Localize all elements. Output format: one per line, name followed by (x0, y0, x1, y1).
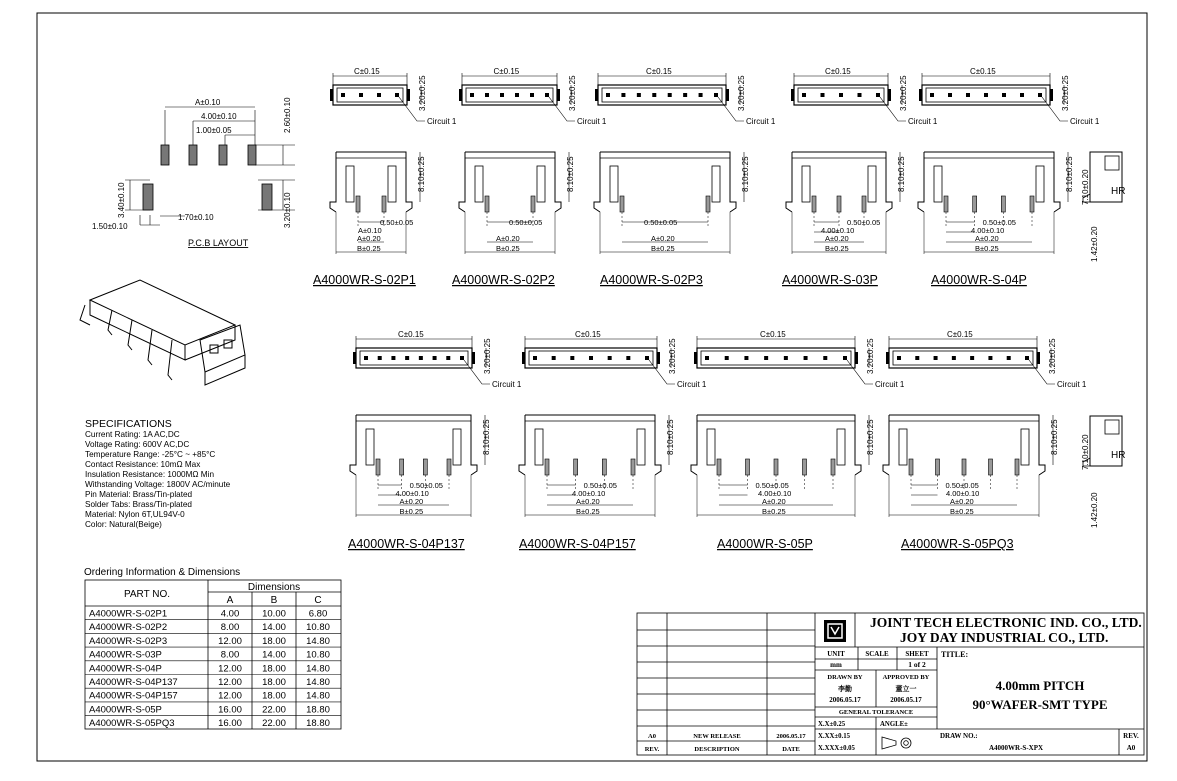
spec-line: Contact Resistance: 10mΩ Max (85, 460, 201, 469)
dimension-cell: 22.00 (262, 704, 286, 716)
b-dimension-label: B±0.25 (357, 244, 381, 253)
a-dimension-label: A±0.20 (399, 497, 424, 506)
spacing-dimension-label: 4.00±0.10 (971, 226, 1005, 235)
circuit-1-label: Circuit 1 (875, 380, 905, 389)
side-view (918, 152, 1074, 254)
model-label: A4000WR-S-04P157 (519, 537, 636, 551)
dimension-cell: 12.00 (218, 690, 242, 702)
dimension-cell: 12.00 (218, 635, 242, 647)
side-view (786, 152, 906, 254)
height-dimension-label: 3.20±0.25 (483, 338, 492, 374)
height-dimension-label: 3.20±0.25 (1048, 338, 1057, 374)
side-view (691, 415, 875, 517)
hr-bottom-1: 1.42±0.20 (1090, 226, 1099, 262)
tolerance-1: X.X±0.25 (818, 721, 846, 728)
spec-line: Solder Tabs: Brass/Tin-plated (85, 500, 192, 509)
spec-line: Insulation Resistance: 1000MΩ Min (85, 470, 214, 479)
drawn-by-name: 李勤 (838, 685, 852, 693)
rev-row-desc: NEW RELEASE (693, 733, 741, 740)
c-dimension-label: C±0.15 (760, 330, 786, 339)
dimension-cell: 18.00 (262, 690, 286, 702)
dimension-cell: 6.80 (308, 608, 328, 620)
a-dimension-label: A±0.20 (357, 234, 381, 243)
draw-no: A4000WR-S-XPX (988, 744, 1044, 752)
dimension-cell: 14.00 (262, 622, 286, 634)
part-no-cell: A4000WR-S-05PQ3 (89, 718, 175, 730)
approved-date: 2006.05.17 (890, 696, 922, 704)
a-dimension-label: A±0.20 (651, 234, 675, 243)
side-view (519, 415, 675, 517)
height-dimension-label: 3.20±0.25 (1061, 75, 1070, 111)
col-a: A (226, 595, 234, 606)
side-view (350, 415, 491, 517)
top-view (919, 67, 1100, 126)
drawn-by-label: DRAWN BY (827, 674, 863, 681)
pcb-dim-pad: 1.00±0.05 (196, 126, 232, 135)
col-c: C (314, 595, 322, 606)
a-dimension-label: A±0.20 (975, 234, 999, 243)
c-dimension-label: C±0.15 (354, 67, 380, 76)
pcb-dim-170: 1.70±0.10 (178, 213, 214, 222)
circuit-1-label: Circuit 1 (1070, 117, 1100, 126)
c-dimension-label: C±0.15 (398, 330, 424, 339)
dimension-cell: 18.00 (262, 677, 286, 688)
top-view (886, 330, 1087, 389)
height-dimension-label: 3.20±0.25 (418, 75, 427, 111)
part-no-cell: A4000WR-S-02P2 (89, 622, 168, 634)
dimension-cell: 14.80 (306, 677, 330, 688)
height-dimension-label: 8.10±0.25 (666, 419, 675, 455)
rev-label: REV. (1123, 732, 1139, 740)
company-logo (824, 620, 846, 642)
circuit-1-label: Circuit 1 (746, 117, 776, 126)
row2-top-views (353, 330, 1087, 389)
model-label: A4000WR-S-02P1 (313, 273, 416, 287)
c-dimension-label: C±0.15 (646, 67, 672, 76)
col-dimensions: Dimensions (247, 582, 301, 593)
table-row (89, 691, 330, 702)
table-row (89, 636, 330, 647)
part-no-cell: A4000WR-S-03P (89, 649, 162, 661)
dimension-cell: 8.00 (220, 649, 240, 661)
pcb-dim-a: A±0.10 (195, 98, 221, 107)
rev-header-desc: DESCRIPTION (694, 746, 740, 753)
approved-by-name: 董立一 (895, 685, 917, 693)
spec-title: SPECIFICATIONS (85, 418, 172, 430)
rev-row-rev: A0 (648, 733, 656, 740)
model-label: A4000WR-S-05PQ3 (901, 537, 1014, 551)
scale-label: SCALE (865, 650, 889, 658)
row2-side-views (350, 415, 1059, 517)
dimension-cell: 16.00 (218, 704, 242, 716)
unit-value: mm (830, 661, 842, 669)
spec-line: Voltage Rating: 600V AC,DC (85, 440, 190, 449)
height-dimension-label: 3.20±0.25 (866, 338, 875, 374)
pitch-dimension-label: 0.50±0.05 (380, 218, 414, 227)
approved-by-label: APPROVED BY (882, 674, 930, 681)
table-row (89, 650, 330, 661)
height-dimension-label: 8.10±0.25 (1065, 156, 1074, 192)
row1-side-views (330, 152, 1074, 254)
tolerance-label: GENERAL TOLERANCE (838, 709, 914, 716)
title-label: TITLE: (941, 650, 969, 659)
dimension-cell: 16.00 (218, 718, 242, 730)
top-view (694, 330, 905, 389)
row1-top-views (330, 67, 1100, 126)
angle-label: ANGLE± (880, 721, 908, 728)
circuit-1-label: Circuit 1 (677, 380, 707, 389)
unit-label: UNIT (827, 650, 845, 658)
a-dimension-label: A±0.20 (496, 234, 520, 243)
circuit-1-label: Circuit 1 (492, 380, 522, 389)
drawn-date: 2006.05.17 (829, 696, 861, 704)
spec-line: Pin Material: Brass/Tin-plated (85, 490, 193, 499)
dimension-cell: 22.00 (262, 718, 286, 730)
height-dimension-label: 8.10±0.25 (1050, 419, 1059, 455)
b-dimension-label: B±0.25 (762, 507, 786, 516)
a-dimension-label: A±0.20 (576, 497, 600, 506)
c-dimension-label: C±0.15 (493, 67, 520, 76)
dimension-cell: 14.00 (262, 649, 286, 661)
drawing-title-1: 4.00mm PITCH (995, 678, 1085, 693)
dimension-cell: 18.80 (306, 718, 330, 730)
dimension-cell: 14.80 (306, 663, 330, 675)
a-dimension-label: A±0.20 (950, 497, 974, 506)
company-name-1: JOINT TECH ELECTRONIC IND. CO., LTD. (870, 615, 1142, 630)
side-view (594, 152, 750, 254)
rev-header-rev: REV. (644, 746, 660, 753)
height-dimension-label: 8.10±0.25 (741, 156, 750, 192)
table-row (89, 677, 330, 688)
dimension-cell: 14.80 (306, 635, 330, 647)
side-view (330, 152, 426, 254)
hr-height-1: 7.10±0.20 (1081, 169, 1090, 205)
circuit-1-label: Circuit 1 (908, 117, 938, 126)
c-dimension-label: C±0.15 (825, 67, 851, 76)
height-dimension-label: 3.20±0.25 (668, 338, 677, 374)
dimension-cell: 12.00 (218, 677, 242, 688)
drawing-title-2: 90°WAFER-SMT TYPE (972, 697, 1108, 712)
spec-line: Withstanding Voltage: 1800V AC/minute (85, 480, 231, 489)
height-dimension-label: 8.10±0.25 (566, 156, 575, 192)
top-view (522, 330, 707, 389)
b-dimension-label: B±0.25 (651, 244, 675, 253)
circuit-1-label: Circuit 1 (1057, 380, 1087, 389)
circuit-1-label: Circuit 1 (427, 117, 457, 126)
title-block (637, 613, 1144, 755)
height-dimension-label: 3.20±0.25 (737, 75, 746, 111)
draw-no-label: DRAW NO.: (940, 732, 978, 740)
tolerance-3: X.XXX±0.05 (818, 745, 855, 752)
pitch-dimension-label: 0.50±0.05 (945, 481, 979, 490)
hr-height-2: 7.10±0.20 (1081, 434, 1090, 470)
pcb-dim-260: 2.60±0.10 (283, 97, 292, 133)
sheet-label: SHEET (905, 650, 929, 658)
model-label: A4000WR-S-02P3 (600, 273, 703, 287)
pcb-dim-150: 1.50±0.10 (92, 222, 128, 231)
table-row (89, 622, 330, 633)
pcb-dim-340: 3.40±0.10 (117, 182, 126, 218)
hr-label-1: HR (1111, 186, 1126, 197)
pitch-dimension-label: 0.50±0.05 (509, 218, 543, 227)
height-dimension-label: 8.10±0.25 (897, 156, 906, 192)
side-view (883, 415, 1059, 517)
rev-header-date: DATE (782, 746, 800, 753)
dimension-cell: 4.00 (220, 608, 240, 620)
b-dimension-label: B±0.25 (825, 244, 849, 253)
table-row (89, 663, 330, 674)
part-no-cell: A4000WR-S-04P (89, 663, 162, 675)
dimension-cell: 10.00 (262, 608, 286, 620)
height-dimension-label: 3.20±0.25 (568, 75, 577, 111)
dimension-cell: 10.80 (306, 649, 330, 661)
model-label: A4000WR-S-02P2 (452, 273, 555, 287)
spacing-dimension-label: 4.00±0.10 (395, 489, 429, 498)
spacing-dimension-label: 4.00±0.10 (946, 489, 980, 498)
connector-isometric (80, 280, 245, 385)
table-row (89, 718, 330, 729)
col-b: B (270, 595, 278, 606)
b-dimension-label: B±0.25 (496, 244, 520, 253)
b-dimension-label: B±0.25 (950, 507, 974, 516)
height-dimension-label: 8.10±0.25 (482, 419, 491, 455)
a-dimension-label: A±0.20 (825, 234, 849, 243)
sheet-value: 1 of 2 (908, 660, 926, 669)
rev-value: A0 (1126, 744, 1136, 752)
pitch-dimension-label: 0.50±0.05 (982, 218, 1016, 227)
model-label: A4000WR-S-04P (931, 273, 1027, 287)
top-view (353, 330, 522, 389)
spacing-dimension-label: 4.00±0.10 (758, 489, 792, 498)
b-dimension-label: B±0.25 (576, 507, 600, 516)
part-no-cell: A4000WR-S-04P137 (89, 677, 178, 688)
circuit-1-label: Circuit 1 (577, 117, 607, 126)
top-view (459, 67, 607, 126)
hr-label-2: HR (1111, 450, 1126, 461)
dimension-cell: 18.00 (262, 635, 286, 647)
c-dimension-label: C±0.15 (970, 67, 996, 76)
dimension-cell: 12.00 (218, 663, 242, 675)
height-dimension-label: 8.10±0.25 (417, 156, 426, 192)
a-small-label: A±0.10 (358, 226, 382, 235)
rev-row-date: 2006.05.17 (776, 733, 806, 740)
spec-line: Material: Nylon 6T,UL94V-0 (85, 510, 185, 519)
pitch-dimension-label: 0.50±0.05 (755, 481, 789, 490)
c-dimension-label: C±0.15 (575, 330, 601, 339)
b-dimension-label: B±0.25 (399, 507, 424, 516)
b-dimension-label: B±0.25 (975, 244, 999, 253)
height-dimension-label: 3.20±0.25 (899, 75, 908, 111)
tolerance-2: X.XX±0.15 (818, 733, 851, 740)
pcb-layout (92, 97, 295, 248)
pitch-dimension-label: 0.50±0.05 (409, 481, 443, 490)
pcb-dim-pitch: 4.00±0.10 (201, 112, 237, 121)
model-label: A4000WR-S-04P137 (348, 537, 465, 551)
hr-view-2 (1081, 416, 1125, 528)
hr-view-1 (1081, 152, 1125, 262)
pitch-dimension-label: 0.50±0.05 (583, 481, 617, 490)
height-dimension-label: 8.10±0.25 (866, 419, 875, 455)
dimension-cell: 18.00 (262, 663, 286, 675)
top-view (791, 67, 938, 126)
part-no-cell: A4000WR-S-04P157 (89, 690, 178, 702)
ordering-table (84, 567, 341, 729)
col-part-no: PART NO. (123, 589, 171, 600)
spacing-dimension-label: 4.00±0.10 (821, 226, 855, 235)
spacing-dimension-label: 4.00±0.10 (572, 489, 606, 498)
hr-bottom-2: 1.42±0.20 (1090, 492, 1099, 528)
part-no-cell: A4000WR-S-05P (89, 704, 162, 716)
dimension-cell: 8.00 (220, 622, 240, 634)
dimension-cell: 10.80 (306, 622, 330, 634)
dimension-cell: 18.80 (306, 704, 330, 716)
pitch-dimension-label: 0.50±0.05 (644, 218, 678, 227)
pcb-caption: P.C.B LAYOUT (188, 238, 249, 248)
specifications (85, 418, 231, 529)
pitch-dimension-label: 0.50±0.05 (847, 218, 881, 227)
projection-symbol-icon (882, 737, 911, 749)
table-row (89, 704, 330, 715)
spec-line: Color: Natural(Beige) (85, 520, 162, 529)
c-dimension-label: C±0.15 (947, 330, 973, 339)
spec-line: Current Rating: 1A AC,DC (85, 430, 180, 439)
part-no-cell: A4000WR-S-02P1 (89, 608, 168, 620)
dimension-cell: 14.80 (306, 690, 330, 702)
part-no-cell: A4000WR-S-02P3 (89, 635, 168, 647)
model-label: A4000WR-S-03P (782, 273, 878, 287)
a-dimension-label: A±0.20 (762, 497, 786, 506)
ordering-title: Ordering Information & Dimensions (84, 567, 241, 578)
model-label: A4000WR-S-05P (717, 537, 813, 551)
spec-line: Temperature Range: -25°C ~ +85°C (85, 450, 216, 459)
top-view (595, 67, 776, 126)
side-view (459, 152, 575, 254)
company-name-2: JOY DAY INDUSTRIAL CO., LTD. (900, 630, 1109, 645)
top-view (330, 67, 457, 126)
pcb-dim-320: 3.20±0.10 (283, 192, 292, 228)
